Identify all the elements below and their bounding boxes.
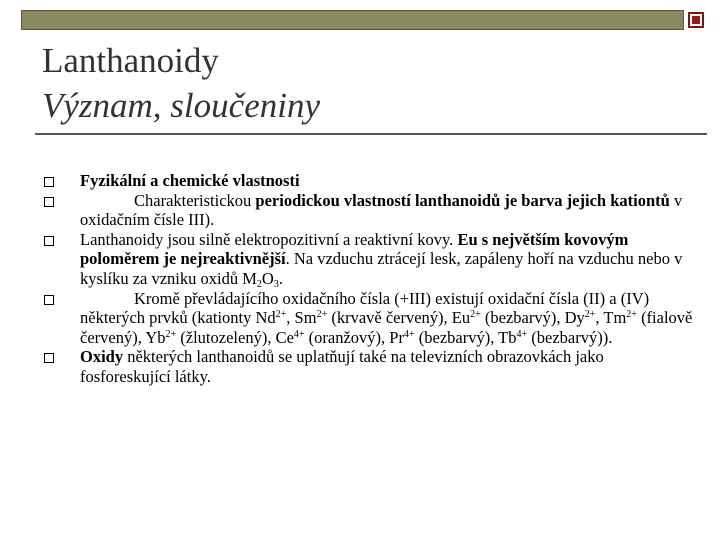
- bullet-4-text: (žlutozelený), Ce: [176, 327, 294, 347]
- corner-square-fill: [692, 16, 700, 24]
- square-bullet-icon: [44, 295, 54, 305]
- square-bullet-icon: [44, 353, 54, 363]
- square-bullet-icon: [44, 177, 54, 187]
- superscript: 2+: [165, 328, 177, 340]
- bullet-4-text: (bezbarvý)).: [527, 327, 613, 347]
- title-line-1: Lanthanoidy: [42, 41, 219, 80]
- bullet-item-2: [44, 191, 694, 230]
- bullet-3-bold: Eu s největším kovovým poloměrem je nejreaktivnější: [80, 229, 629, 269]
- title-line-2: Význam, sloučeniny: [42, 86, 320, 125]
- bullet-item-4: [44, 289, 694, 348]
- superscript: 4+: [516, 328, 528, 340]
- square-bullet-icon: [44, 236, 54, 246]
- superscript: 2+: [584, 309, 596, 321]
- header-bar: [21, 10, 684, 30]
- bullet-item-5: [44, 347, 694, 386]
- bullet-1-text: Fyzikální a chemické vlastnosti: [80, 171, 300, 190]
- superscript: 2+: [626, 309, 637, 321]
- bullet-3-pre: Lanthanoidy jsou silně elektropozitivní a reaktivní kovy.: [80, 229, 458, 249]
- superscript: 4+: [293, 328, 305, 340]
- bullet-4-text: , Tm: [595, 308, 627, 328]
- superscript: 2+: [470, 309, 481, 321]
- bullet-4-text: (oranžový), Pr: [304, 327, 404, 347]
- slide-title: [42, 38, 682, 128]
- bullet-4-text: Kromě převládajícího oxidačního čísla (+III) existují oxidační čísla (II) a (IV) některých prvků (kationty Nd: [80, 288, 650, 328]
- subscript: 2: [256, 278, 262, 290]
- bullet-item-1: [44, 171, 694, 191]
- square-bullet-icon: [44, 197, 54, 207]
- bullet-2-post: v oxidačním čísle III).: [80, 190, 683, 230]
- bullet-2-bold: periodickou vlastností lanthanoidů je barva jejich kationtů: [255, 190, 670, 210]
- bullet-5-bold: Oxidy: [80, 347, 124, 367]
- bullet-4-text: , Sm: [286, 308, 317, 328]
- bullet-4-text: (bezbarvý), Tb: [414, 327, 517, 347]
- bullet-2-pre: Charakteristickou: [134, 190, 256, 210]
- corner-square-icon: [688, 12, 704, 28]
- bullet-4-text: (krvavě červený), Eu: [327, 308, 471, 328]
- subscript: 3: [273, 278, 279, 290]
- bullet-4-text: (bezbarvý), Dy: [480, 308, 585, 328]
- bullet-3-post: . Na vzduchu ztrácejí lesk, zapáleny hoří na vzduchu nebo v kyslíku za vzniku oxidů M: [80, 249, 683, 288]
- bullet-item-3: [44, 230, 694, 289]
- bullet-4-text: (fialově červený), Yb: [80, 308, 693, 347]
- bullet-3-mid: O: [261, 268, 274, 288]
- superscript: 4+: [403, 328, 415, 340]
- bullet-5-post: některých lanthanoidů se uplatňují také na televizních obrazovkách jako fosforeskující látky.: [80, 347, 604, 386]
- bullet-list: [44, 171, 694, 387]
- superscript: 2+: [316, 309, 328, 321]
- superscript: 2+: [275, 309, 287, 321]
- title-divider: [35, 133, 707, 135]
- bullet-3-end: .: [278, 268, 283, 288]
